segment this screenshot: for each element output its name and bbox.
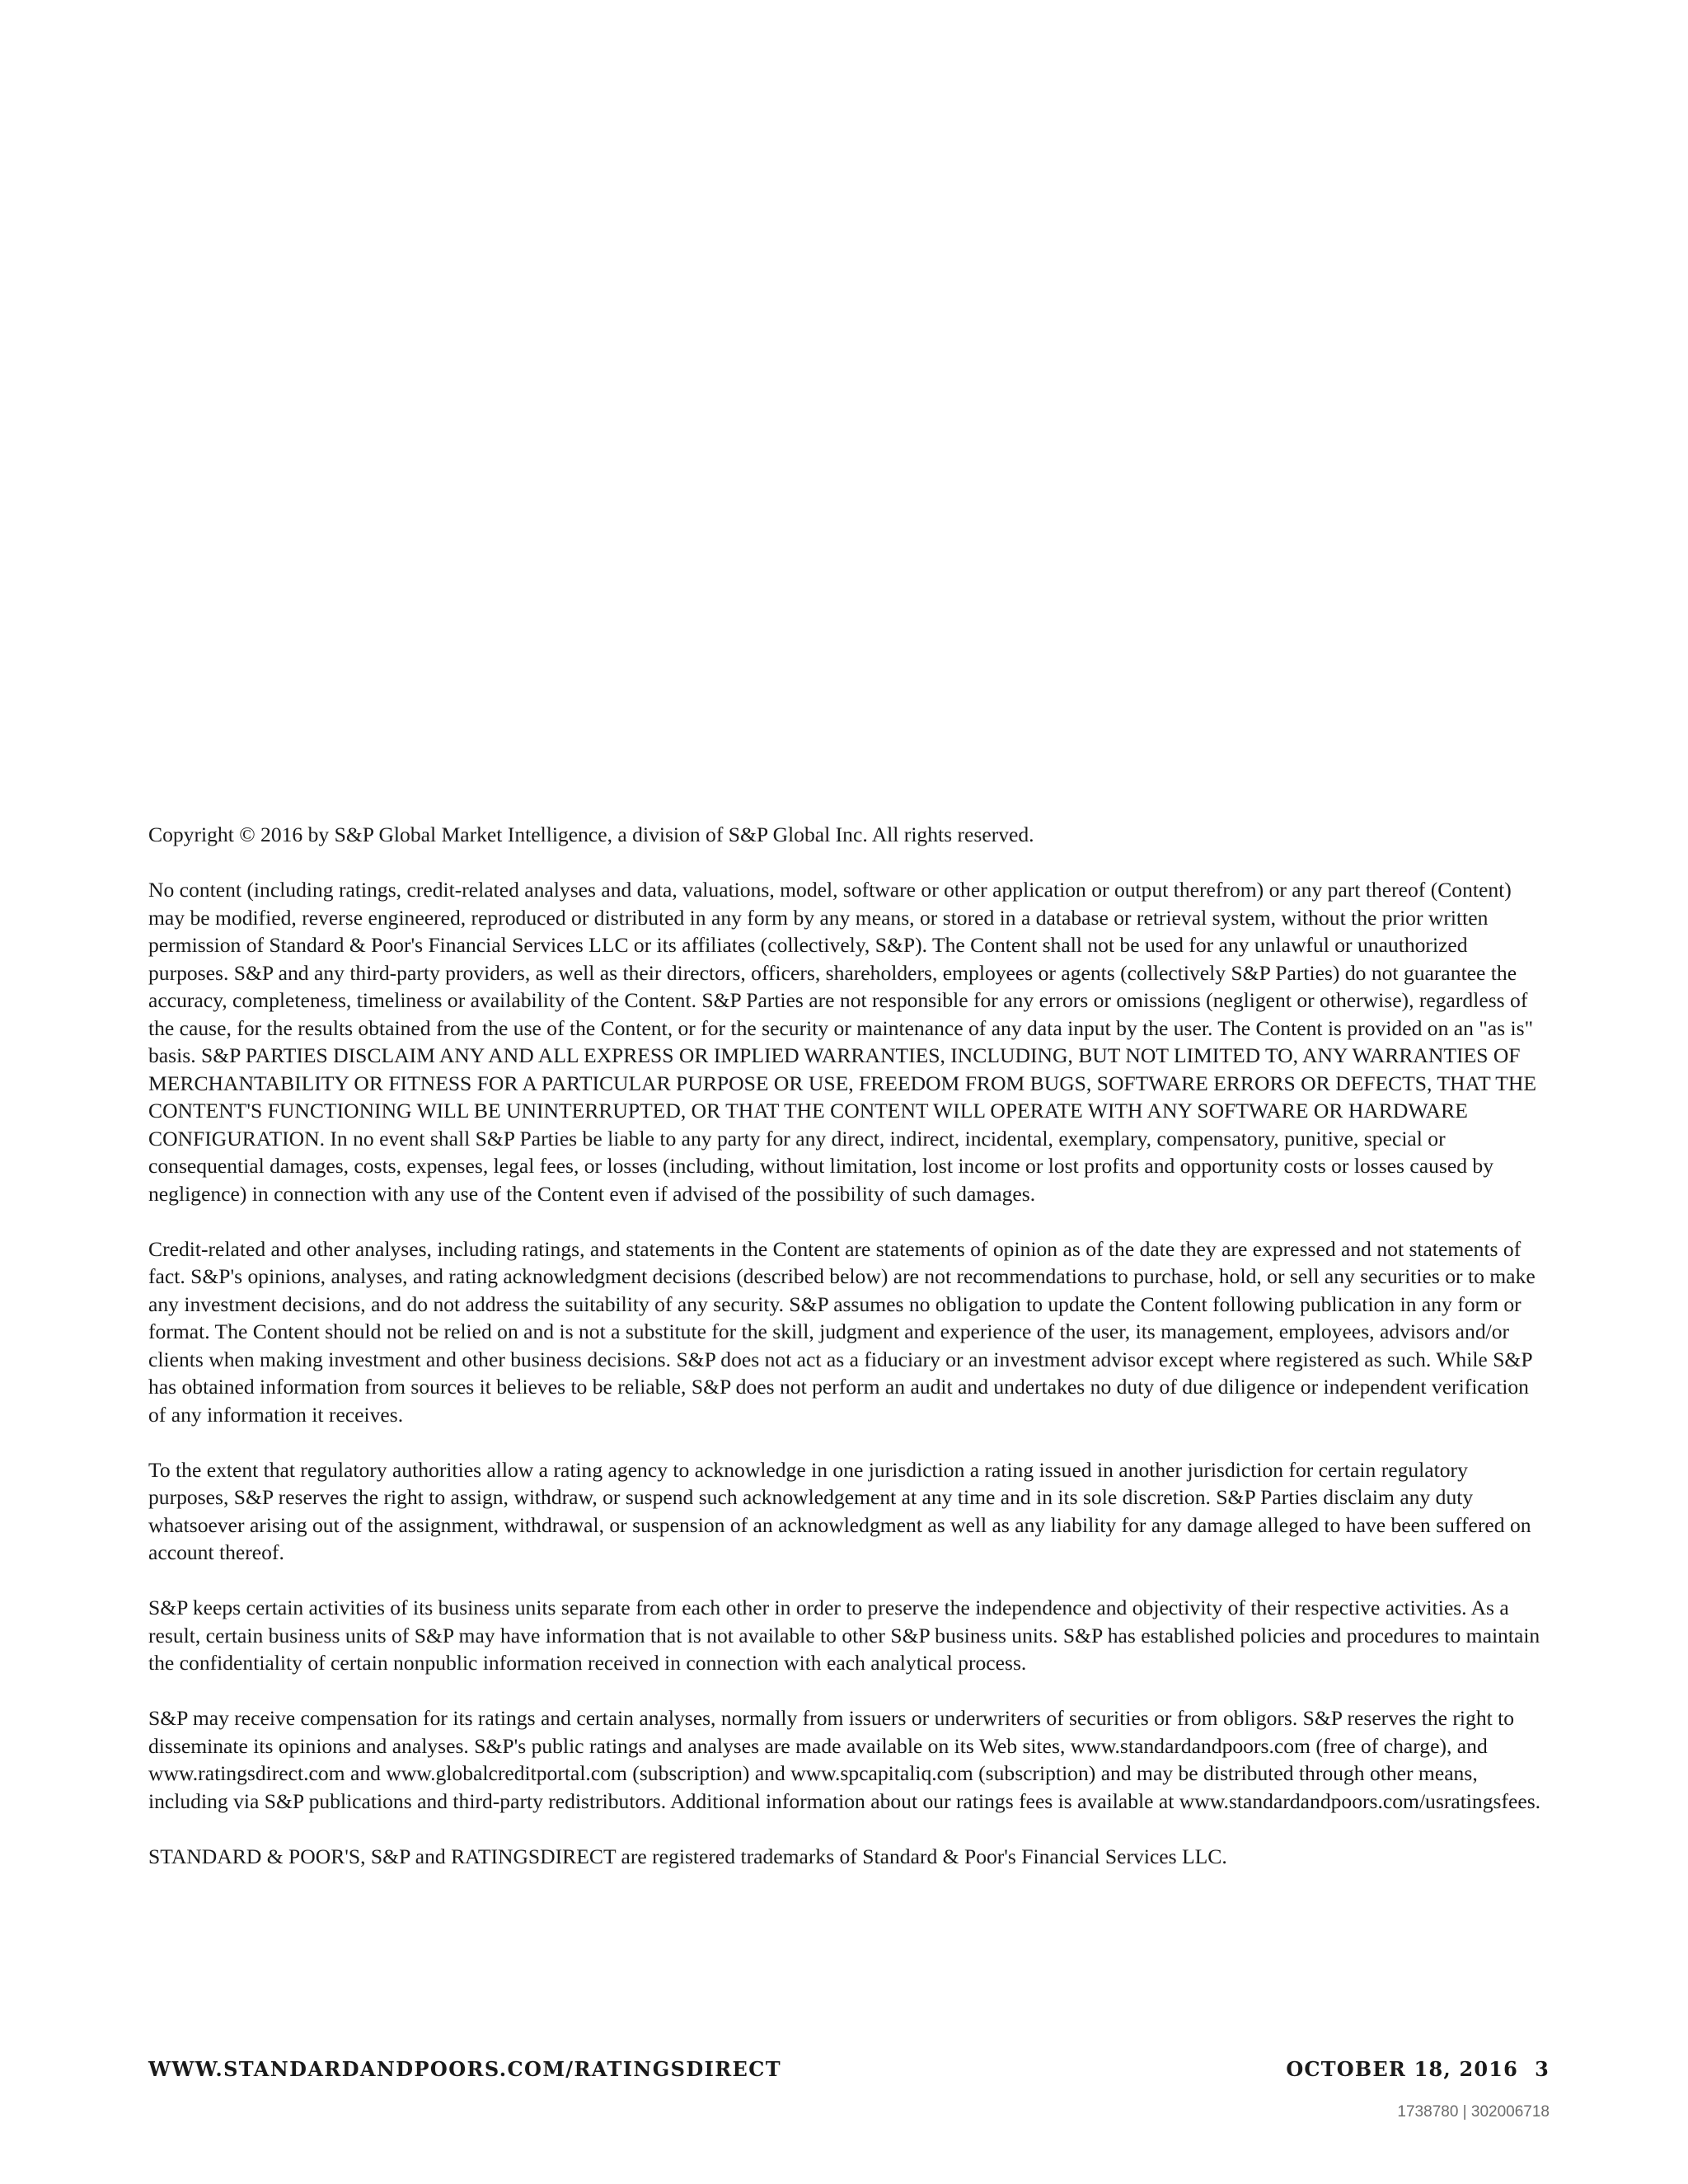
page-number: 3 xyxy=(1535,2057,1550,2081)
footer-date-page xyxy=(1286,2057,1550,2081)
footer-website-link[interactable]: WWW.STANDARDANDPOORS.COM/RATINGSDIRECT xyxy=(148,2057,781,2081)
disclaimer-paragraph-trademarks: STANDARD & POOR'S, S&P and RATINGSDIRECT are registered trademarks of Standard & Poor's Financial Services LLC. xyxy=(148,1844,1227,1868)
disclaimer-paragraph-opinions: Credit-related and other analyses, including ratings, and statements in the Content are statements of opinion as of the date they are expressed and not statements of fact. S&P's opinions, analyses, and rating acknowledgment decisions (described below) are not recommendations to purchase, hold, or sell any securities or to make any investment decisions, and do not address the suitability of any security. S&P assumes no obligation to update the Content following publication in any form or format. The Content should not be relied on and is not a substitute for the skill, judgment and experience of the user, its management, employees, advisors and/or clients when making investment and other business decisions. S&P does not act as a fiduciary or an investment advisor except where registered as such. While S&P has obtained information from sources it believes to be reliable, S&P does not perform an audit and undertakes no duty of due diligence or independent verification of any information it receives. xyxy=(148,1236,1536,1427)
disclaimer-paragraph-regulatory: To the extent that regulatory authorities allow a rating agency to acknowledge in one jurisdiction a rating issued in another jurisdiction for certain regulatory purposes, S&P reserves the right to assign, withdraw, or suspend such acknowledgement at any time and in its sole discretion. S&P Parties disclaim any duty whatsoever arising out of the assignment, withdrawal, or suspension of an acknowledgment as well as any liability for any damage alleged to have been suffered on account thereof. xyxy=(148,1457,1531,1564)
disclaimer-paragraph-compensation: S&P may receive compensation for its ratings and certain analyses, normally from issuers or underwriters of securities or from obligors. S&P reserves the right to disseminate its opinions and analyses. S&P's public ratings and analyses are made available on its Web sites, www.standardandpoors.com (free of charge), and www.ratingsdirect.com and www.globalcreditportal.com (subscription) and www.spcapitaliq.com (subscription) and may be distributed through other means, including via S&P publications and third-party redistributors. Additional information about our ratings fees is available at www.standardandpoors.com/usratingsfees. xyxy=(148,1706,1541,1813)
disclaimer-paragraph-business-units: S&P keeps certain activities of its business units separate from each other in order to preserve the independence and objectivity of their respective activities. As a result, certain business units of S&P may have information that is not available to other S&P business units. S&P has established policies and procedures to maintain the confidentiality of certain nonpublic information received in connection with each analytical process. xyxy=(148,1596,1540,1675)
document-ids: 1738780 | 302006718 xyxy=(1397,2103,1550,2121)
publication-date: OCTOBER 18, 2016 xyxy=(1286,2057,1519,2081)
legal-disclaimer xyxy=(148,821,1550,1870)
copyright-notice: Copyright © 2016 by S&P Global Market Intelligence, a division of S&P Global Inc. All rights reserved. xyxy=(148,823,1034,846)
disclaimer-paragraph-content-use: No content (including ratings, credit-related analyses and data, valuations, model, software or other application or output therefrom) or any part thereof (Content) may be modified, reverse engineered, reproduced or distributed in any form by any means, or stored in a database or retrieval system, without the prior written permission of Standard & Poor's Financial Services LLC or its affiliates (collectively, S&P). The Content shall not be used for any unlawful or unauthorized purposes. S&P and any third-party providers, as well as their directors, officers, shareholders, employees or agents (collectively S&P Parties) do not guarantee the accuracy, completeness, timeliness or availability of the Content. S&P Parties are not responsible for any errors or omissions (negligent or otherwise), regardless of the cause, for the results obtained from the use of the Content, or for the security or maintenance of any data input by the user. The Content is provided on an "as is" basis. S&P PARTIES DISCLAIM ANY AND ALL EXPRESS OR IMPLIED WARRANTIES, INCLUDING, BUT NOT LIMITED TO, ANY WARRANTIES OF MERCHANTABILITY OR FITNESS FOR A PARTICULAR PURPOSE OR USE, FREEDOM FROM BUGS, SOFTWARE ERRORS OR DEFECTS, THAT THE CONTENT'S FUNCTIONING WILL BE UNINTERRUPTED, OR THAT THE CONTENT WILL OPERATE WITH ANY SOFTWARE OR HARDWARE CONFIGURATION. In no event shall S&P Parties be liable to any party for any direct, indirect, incidental, exemplary, compensatory, punitive, special or consequential damages, costs, expenses, legal fees, or losses (including, without limitation, lost income or lost profits and opportunity costs or losses caused by negligence) in connection with any use of the Content even if advised of the possibility of such damages. xyxy=(148,878,1536,1206)
